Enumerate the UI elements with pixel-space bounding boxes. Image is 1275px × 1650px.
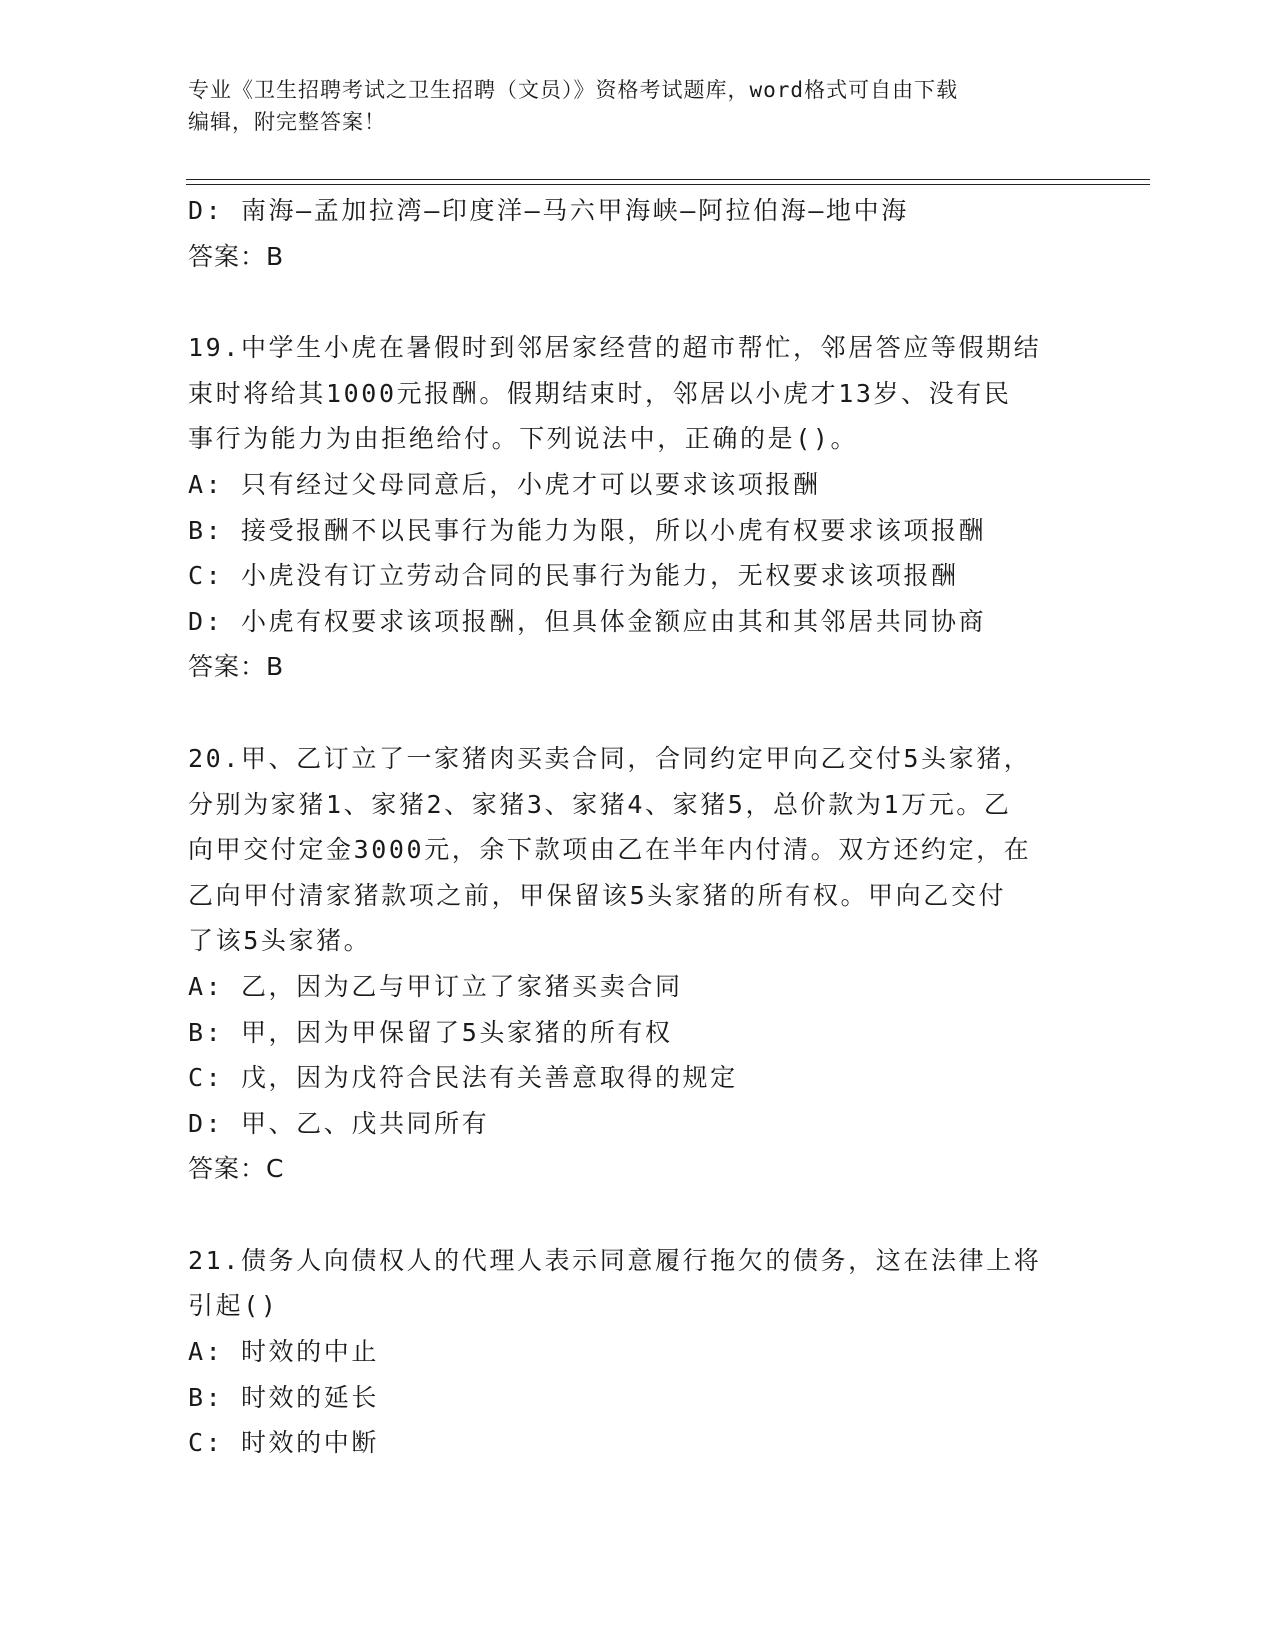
option-b: B: 接受报酬不以民事行为能力为限，所以小虎有权要求该项报酬 bbox=[188, 515, 987, 545]
option-a: A: 只有经过父母同意后，小虎才可以要求该项报酬 bbox=[188, 469, 821, 499]
question-text-line: 了该5头家猪。 bbox=[188, 926, 372, 956]
document-header bbox=[188, 74, 1088, 138]
header-line-1: 专业《卫生招聘考试之卫生招聘（文员）》资格考试题库，word格式可自由下载 bbox=[188, 78, 959, 102]
question-text-line: 向甲交付定金3000元，余下款项由乙在半年内付清。双方还约定，在 bbox=[188, 835, 1032, 865]
option-d: D: 南海—孟加拉湾—印度洋—马六甲海峡—阿拉伯海—地中海 bbox=[188, 196, 909, 225]
header-divider-bottom bbox=[186, 184, 1150, 185]
question-19 bbox=[188, 325, 1088, 690]
answer-label: 答案：C bbox=[188, 1154, 285, 1184]
option-d: D: 小虎有权要求该项报酬，但具体金额应由其和其邻居共同协商 bbox=[188, 606, 987, 636]
question-text-line: 分别为家猪1、家猪2、家猪3、家猪4、家猪5，总价款为1万元。乙 bbox=[188, 789, 1012, 819]
option-a: A: 乙，因为乙与甲订立了家猪买卖合同 bbox=[188, 971, 683, 1001]
answer-label: 答案：B bbox=[188, 241, 285, 271]
question-text-line: 事行为能力为由拒绝给付。下列说法中，正确的是()。 bbox=[188, 424, 859, 454]
option-d: D: 甲、乙、戊共同所有 bbox=[188, 1108, 490, 1138]
header-line-2: 编辑，附完整答案！ bbox=[188, 110, 386, 134]
answer-label: 答案：B bbox=[188, 652, 285, 682]
question-text-line: 21.债务人向债权人的代理人表示同意履行拖欠的债务，这在法律上将 bbox=[188, 1245, 1042, 1275]
option-b: B: 甲，因为甲保留了5头家猪的所有权 bbox=[188, 1017, 673, 1047]
option-c: C: 小虎没有订立劳动合同的民事行为能力，无权要求该项报酬 bbox=[188, 561, 959, 591]
option-c: C: 时效的中断 bbox=[188, 1428, 379, 1458]
question-text-line: 束时将给其1000元报酬。假期结束时，邻居以小虎才13岁、没有民 bbox=[188, 378, 1012, 408]
question-18-tail bbox=[188, 188, 1088, 279]
question-text-line: 乙向甲付清家猪款项之前，甲保留该5头家猪的所有权。甲向乙交付 bbox=[188, 880, 1007, 910]
option-c: C: 戊，因为戊符合民法有关善意取得的规定 bbox=[188, 1063, 738, 1093]
question-text-line: 19.中学生小虎在暑假时到邻居家经营的超市帮忙，邻居答应等假期结 bbox=[188, 333, 1042, 363]
document-body bbox=[188, 188, 1088, 1466]
question-21 bbox=[188, 1238, 1088, 1466]
option-a: A: 时效的中止 bbox=[188, 1337, 379, 1367]
question-text-line: 引起() bbox=[188, 1291, 279, 1321]
question-text-line: 20.甲、乙订立了一家猪肉买卖合同，合同约定甲向乙交付5头家猪， bbox=[188, 743, 1032, 773]
header-divider-top bbox=[186, 179, 1150, 180]
option-b: B: 时效的延长 bbox=[188, 1382, 379, 1412]
question-20 bbox=[188, 736, 1088, 1192]
